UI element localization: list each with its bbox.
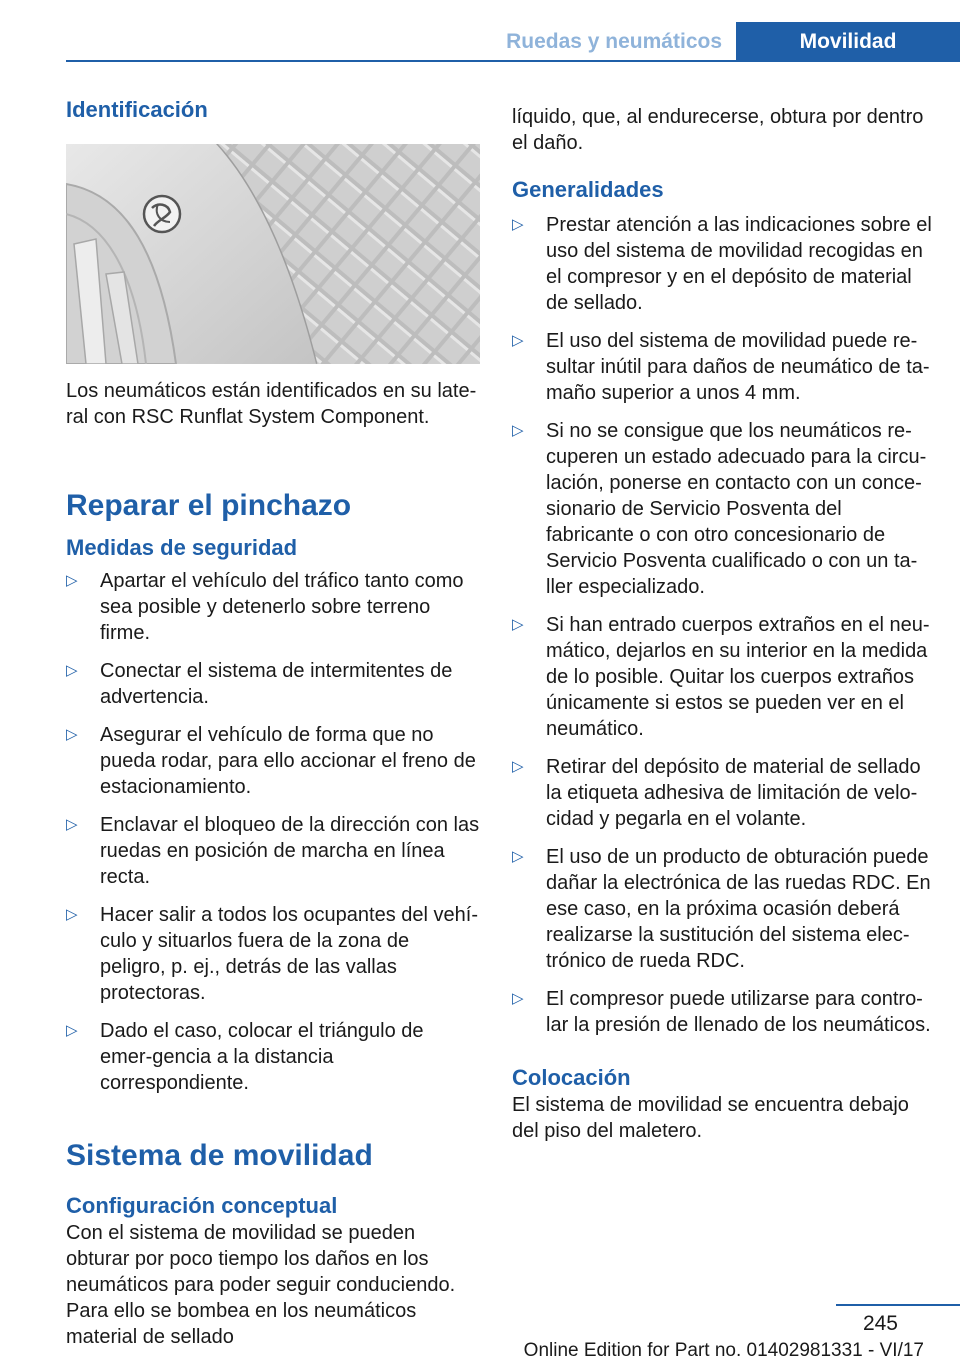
list-item: ▷ Conectar el sistema de intermitentes de advertencia.	[66, 660, 453, 708]
tire-illustration	[66, 144, 480, 364]
edition-text: Online Edition for Part no. 01402981331 - VI/17	[523, 1340, 924, 1361]
identificacion-text: Los neumáticos están identificados en su late‐ral con RSC Runflat System Component.	[66, 380, 477, 428]
triangle-right-icon: ▷	[66, 1022, 78, 1039]
list-item: ▷ El uso del sistema de movilidad puede re‐sultar inútil para daños de neumático de ta‐maño superior a unos 4 mm.	[512, 330, 930, 404]
configuracion-text: Con el sistema de movilidad se pueden obturar por poco tiempo los daños en los neumáticos para poder seguir conduciendo. Para ello se bombea en los neumáticos material de sellado	[66, 1222, 456, 1348]
triangle-right-icon: ▷	[512, 758, 524, 775]
triangle-right-icon: ▷	[66, 572, 78, 589]
triangle-right-icon: ▷	[512, 848, 524, 865]
header-divider	[66, 60, 960, 62]
colocacion-text: El sistema de movilidad se encuentra debajo del piso del maletero.	[512, 1094, 909, 1142]
triangle-right-icon: ▷	[512, 616, 524, 633]
triangle-right-icon: ▷	[66, 726, 78, 743]
medidas-list	[66, 568, 480, 1096]
header-chapter-tab[interactable]: Movilidad	[736, 22, 960, 62]
triangle-right-icon: ▷	[66, 906, 78, 923]
footer-divider	[836, 1304, 960, 1306]
list-item: ▷ El compresor puede utilizarse para contro‐lar la presión de llenado de los neumáticos.	[512, 988, 931, 1036]
list-item: ▷ Si no se consigue que los neumáticos re‐cuperen un estado adecuado para la circu‐lación, ponerse en contacto con un conce‐sionario de Servicio Posventa del fabricante o con otro concesionario de Servicio Posventa cualificado o con un ta‐ller especializado.	[512, 420, 927, 598]
list-item: ▷ Enclavar el bloqueo de la dirección con las ruedas en posición de marcha en línea recta.	[66, 814, 480, 888]
identificacion-heading: Identificación	[66, 97, 208, 122]
triangle-right-icon: ▷	[512, 990, 524, 1007]
medidas-heading: Medidas de seguridad	[66, 535, 298, 560]
continuation-text: líquido, que, al endurecerse, obtura por dentro el daño.	[512, 106, 924, 154]
sistema-heading: Sistema de movilidad	[66, 1139, 373, 1172]
list-item: ▷ Hacer salir a todos los ocupantes del vehí‐culo y situarlos fuera de la zona de peligro, p. ej., detrás de las vallas protectoras.	[66, 904, 478, 1004]
list-item: ▷ El uso de un producto de obturación puede dañar la electrónica de las ruedas RDC. En ese caso, en la próxima ocasión deberá realizarse la sustitución del sistema elec‐trónico de rueda RDC.	[512, 846, 931, 972]
list-item: ▷ Asegurar el vehículo de forma que no pueda rodar, para ello accionar el freno de estacionamiento.	[66, 724, 476, 798]
list-item: ▷ Retirar del depósito de material de sellado la etiqueta adhesiva de limitación de velo‐cidad y pegarla en el volante.	[512, 756, 921, 830]
list-item: ▷ Apartar el vehículo del tráfico tanto como sea posible y detenerlo sobre terreno firme.	[66, 570, 464, 644]
list-item: ▷ Prestar atención a las indicaciones sobre el uso del sistema de movilidad recogidas en el compresor y en el depósito de material de sellado.	[512, 214, 932, 314]
reparar-heading: Reparar el pinchazo	[66, 489, 352, 522]
triangle-right-icon: ▷	[66, 816, 78, 833]
triangle-right-icon: ▷	[512, 216, 524, 233]
generalidades-heading: Generalidades	[512, 177, 664, 202]
header-section-tab[interactable]: Ruedas y neumáticos	[506, 30, 722, 53]
list-item: ▷ Dado el caso, colocar el triángulo de emer‐gencia a la distancia correspondiente.	[66, 1020, 424, 1094]
triangle-right-icon: ▷	[512, 422, 524, 439]
page-number: 245	[862, 1312, 898, 1335]
page-header	[66, 22, 960, 62]
list-item: ▷ Si han entrado cuerpos extraños en el neu‐mático, dejarlos en su interior en la medida de lo posible. Quitar los cuerpos extraños únicamente si estos se pueden ver en el neumático.	[512, 614, 930, 740]
colocacion-heading: Colocación	[512, 1065, 631, 1090]
page-footer	[0, 1300, 960, 1362]
triangle-right-icon: ▷	[512, 332, 524, 349]
right-column	[512, 104, 932, 1144]
triangle-right-icon: ▷	[66, 662, 78, 679]
generalidades-list	[512, 212, 932, 1038]
configuracion-heading: Configuración conceptual	[66, 1193, 338, 1218]
left-column	[66, 96, 480, 1350]
